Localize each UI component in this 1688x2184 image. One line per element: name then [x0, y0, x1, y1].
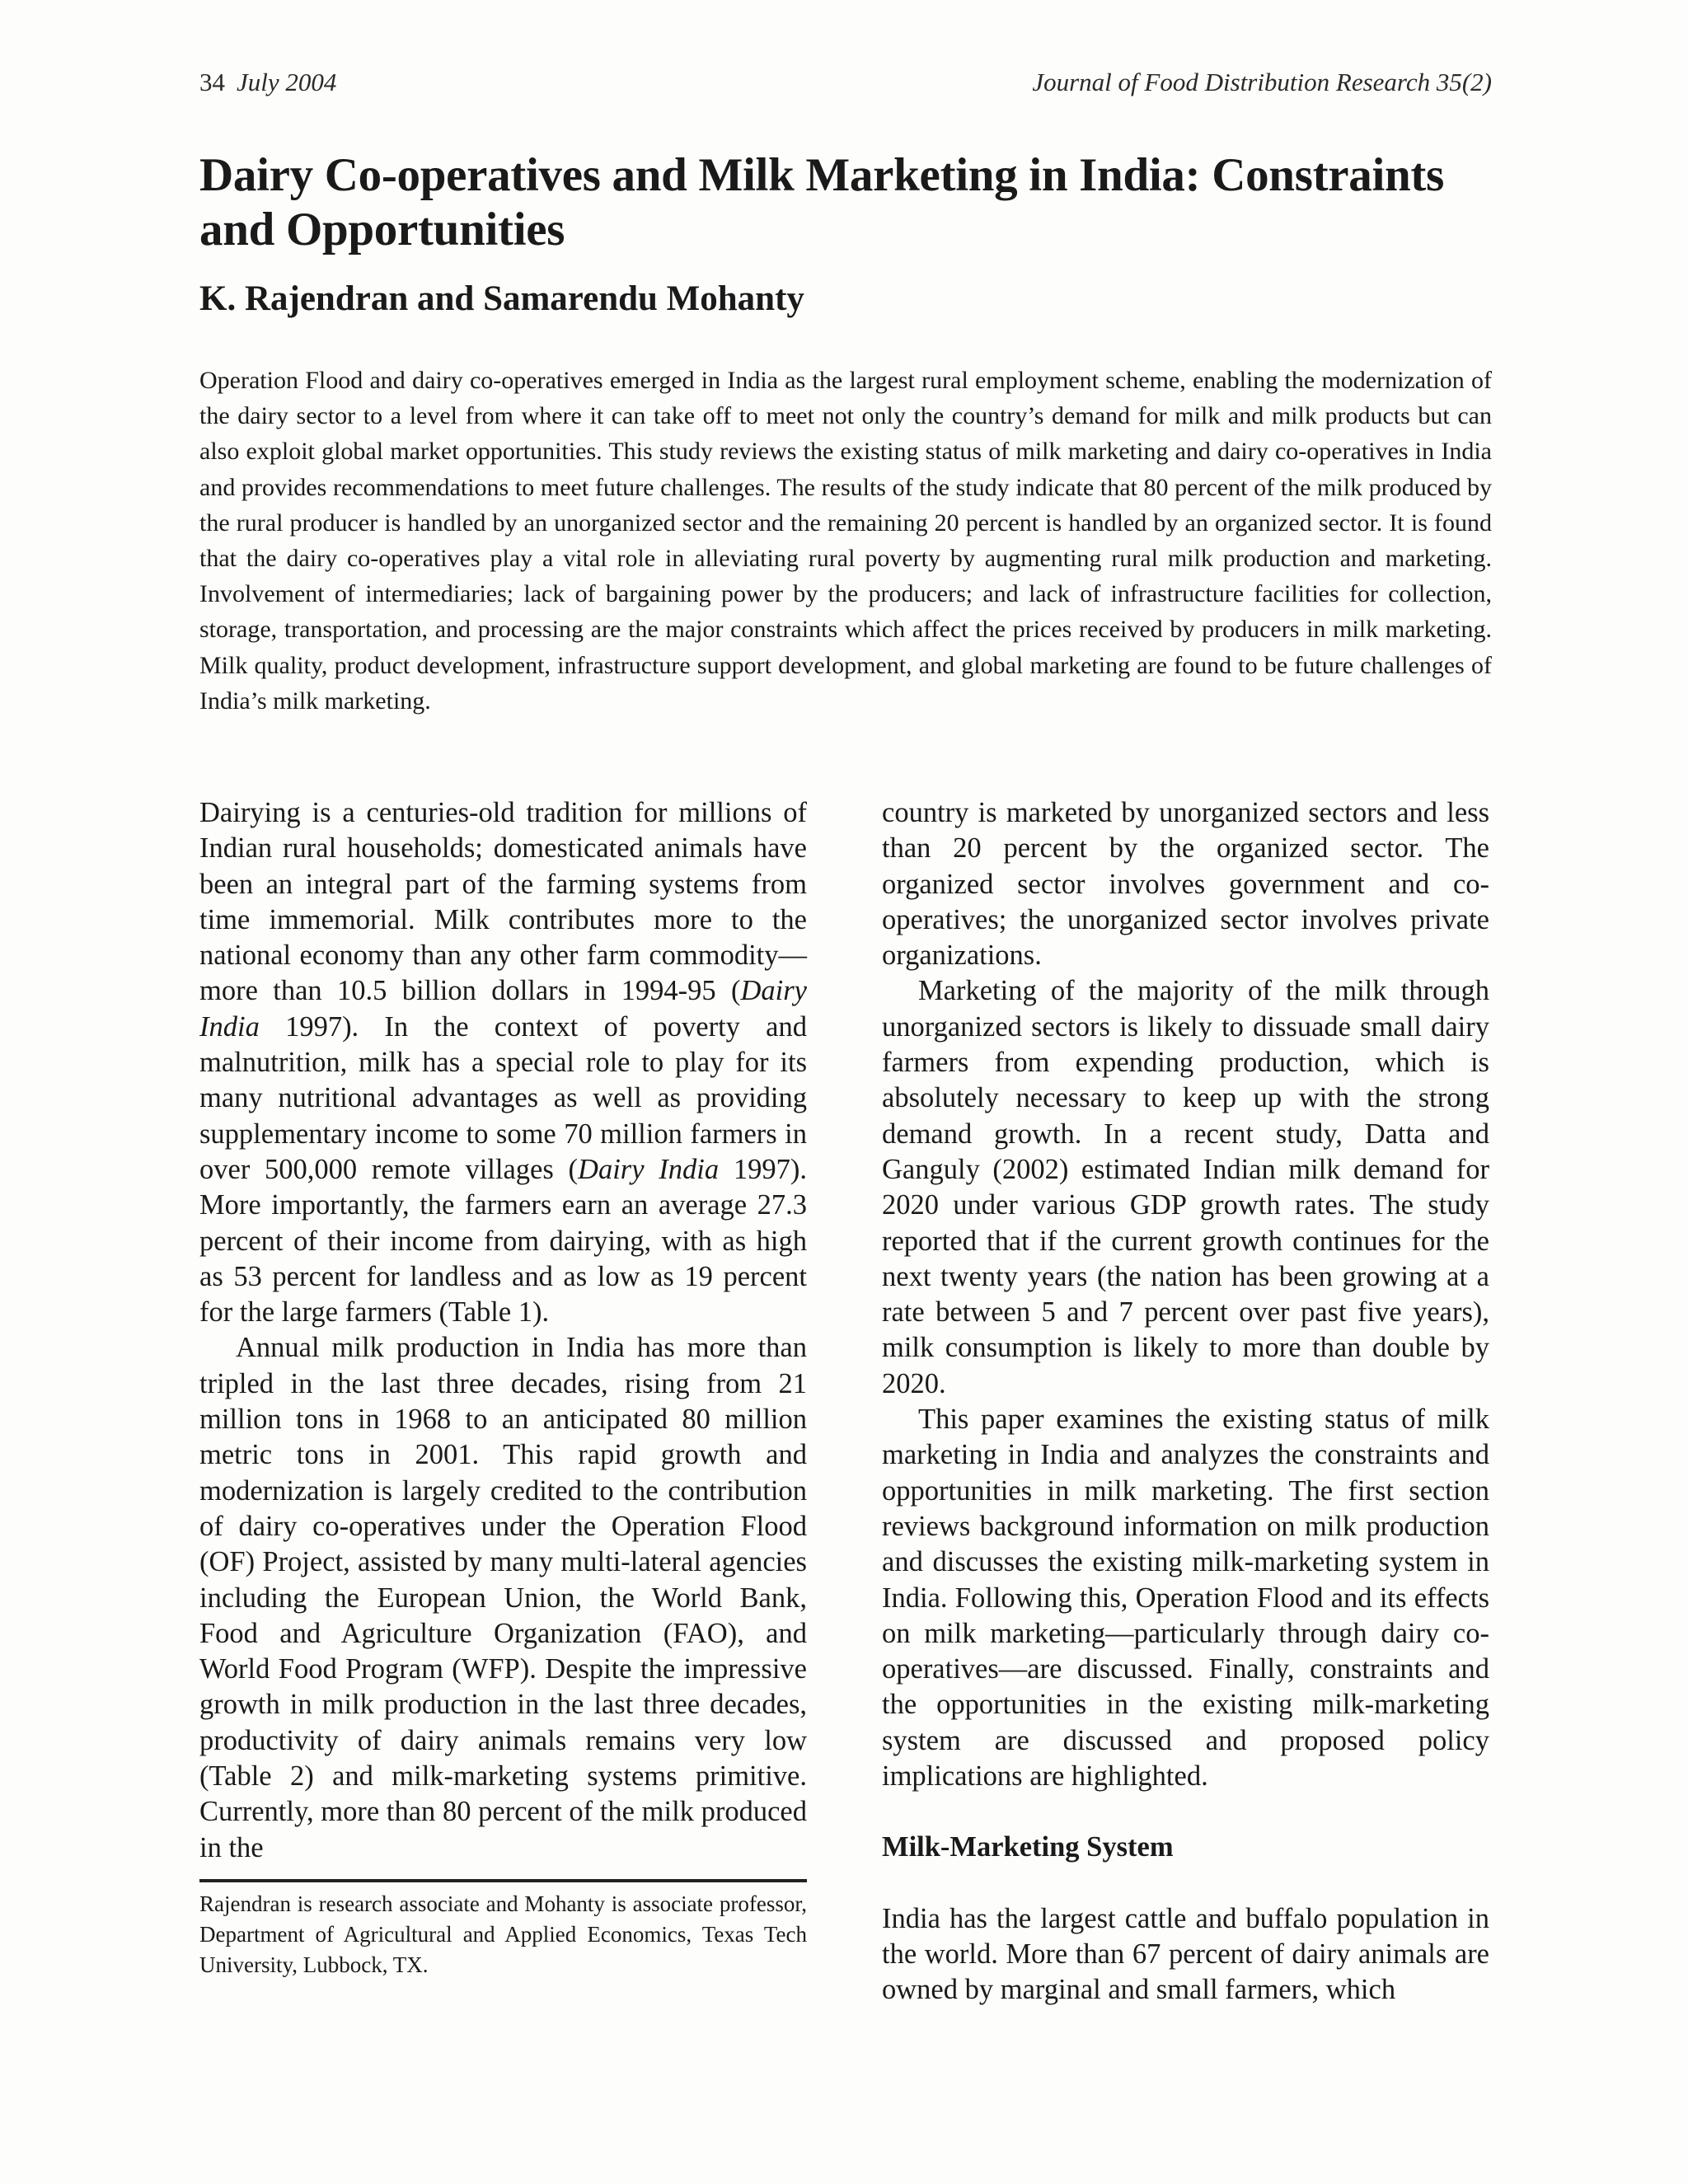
right-paragraph-1: country is marketed by unorganized sectors and less than 20 percent by the organized sector. The organized sector involves government and co-operatives; the unorganized sector involves private organizations.	[882, 797, 1489, 972]
left-paragraph-1	[199, 795, 807, 1330]
right-paragraph-3: This paper examines the existing status of milk marketing in India and analyzes the constraints and opportunities in milk marketing. The first section reviews background information on milk production and discusses the existing milk-marketing system in India. Following this, Operation Flood and its effects on milk marketing—particularly through dairy co-operatives—are discussed. Finally, constraints and the opportunities in the existing milk-marketing system are discussed and proposed policy implications are highlighted.	[882, 1404, 1489, 1793]
left-paragraph-2: Annual milk production in India has more than tripled in the last three decades, rising from 21 million tons in 1968 to an anticipated 80 million metric tons in 2001. This rapid growth and modernization is largely credited to the contribution of dairy co-operatives under the Operation Flood (OF) Project, assisted by many multi-lateral agencies including the European Union, the World Bank, Food and Agriculture Organization (FAO), and World Food Program (WFP). Despite the impressive growth in milk production in the last three decades, productivity of dairy animals remains very low (Table 2) and milk-marketing systems primitive. Currently, more than 80 percent of the milk produced in the	[199, 1332, 807, 1863]
citation-italic: Dairy India	[199, 975, 807, 1043]
abstract: Operation Flood and dairy co-operatives emerged in India as the largest rural employment scheme, enabling the modernization of the dairy sector to a level from where it can take off to meet not only the country’s demand for milk and milk products but can also exploit global market opportunities. This study reviews the existing status of milk marketing and dairy co-operatives in India and provides recommendations to meet future challenges. The results of the study indicate that 80 percent of the milk produced by the rural producer is handled by an unorganized sector and the remaining 20 percent is handled by an organized sector. It is found that the dairy co-operatives play a vital role in alleviating rural poverty by augmenting rural milk production and marketing. Involvement of intermediaries; lack of bargaining power by the producers; and lack of infrastructure facilities for collection, storage, transportation, and processing are the major constraints which affect the prices received by producers in milk marketing. Milk quality, product development, infrastructure support development, and global marketing are found to be future challenges of India’s milk marketing.	[199, 367, 1492, 715]
citation-italic: Dairy India	[578, 1153, 720, 1185]
text-segment: 1997). In the context of poverty and malnutrition, milk has a special role to play for its many nutritional advantages as well as providing supplementary income to some 70 million farmers in over 500,000 remote villages (	[199, 1010, 807, 1185]
section-heading: Milk-Marketing System	[882, 1831, 1174, 1863]
running-header	[199, 68, 1492, 97]
footnote-divider	[199, 1879, 807, 1882]
article-authors: K. Rajendran and Samarendu Mohanty	[199, 279, 804, 318]
author-footnote: Rajendran is research associate and Mohanty is associate professor, Department of Agricultural and Applied Economics, Texas Tech University, Lubbock, TX.	[199, 1891, 807, 1977]
header-left	[199, 68, 336, 97]
journal-name: Journal of Food Distribution Research 35(2)	[1032, 68, 1492, 96]
issue-date: July 2004	[237, 68, 337, 96]
article-title: Dairy Co-operatives and Milk Marketing in India: Constraints and Opportunities	[199, 149, 1444, 255]
left-column	[199, 795, 807, 1866]
right-paragraph-2: Marketing of the majority of the milk through unorganized sectors is likely to dissuade small dairy farmers from expending production, which is absolutely necessary to keep up with the strong demand growth. In a recent study, Datta and Ganguly (2002) estimated Indian milk demand for 2020 under various GDP growth rates. The study reported that if the current growth continues for the next twenty years (the nation has been growing at a rate between 5 and 7 percent over past five years), milk consumption is likely to more than double by 2020.	[882, 975, 1489, 1399]
text-segment: 1997). More importantly, the farmers earn an average 27.3 percent of their income from dairying, with as high as 53 percent for landless and as low as 19 percent for the large farmers (Table 1).	[199, 1153, 807, 1329]
right-paragraph-4: India has the largest cattle and buffalo population in the world. More than 67 percent of dairy animals are owned by marginal and small farmers, which	[882, 1902, 1489, 2006]
right-column	[882, 795, 1489, 2008]
text-segment: Dairying is a centuries-old tradition for millions of Indian rural households; domesticated animals have been an integral part of the farming systems from time immemorial. Milk contributes more to the national economy than any other farm commodity—more than 10.5 billion dollars in 1994-95 (	[199, 797, 807, 1007]
page-number: 34	[199, 68, 225, 96]
